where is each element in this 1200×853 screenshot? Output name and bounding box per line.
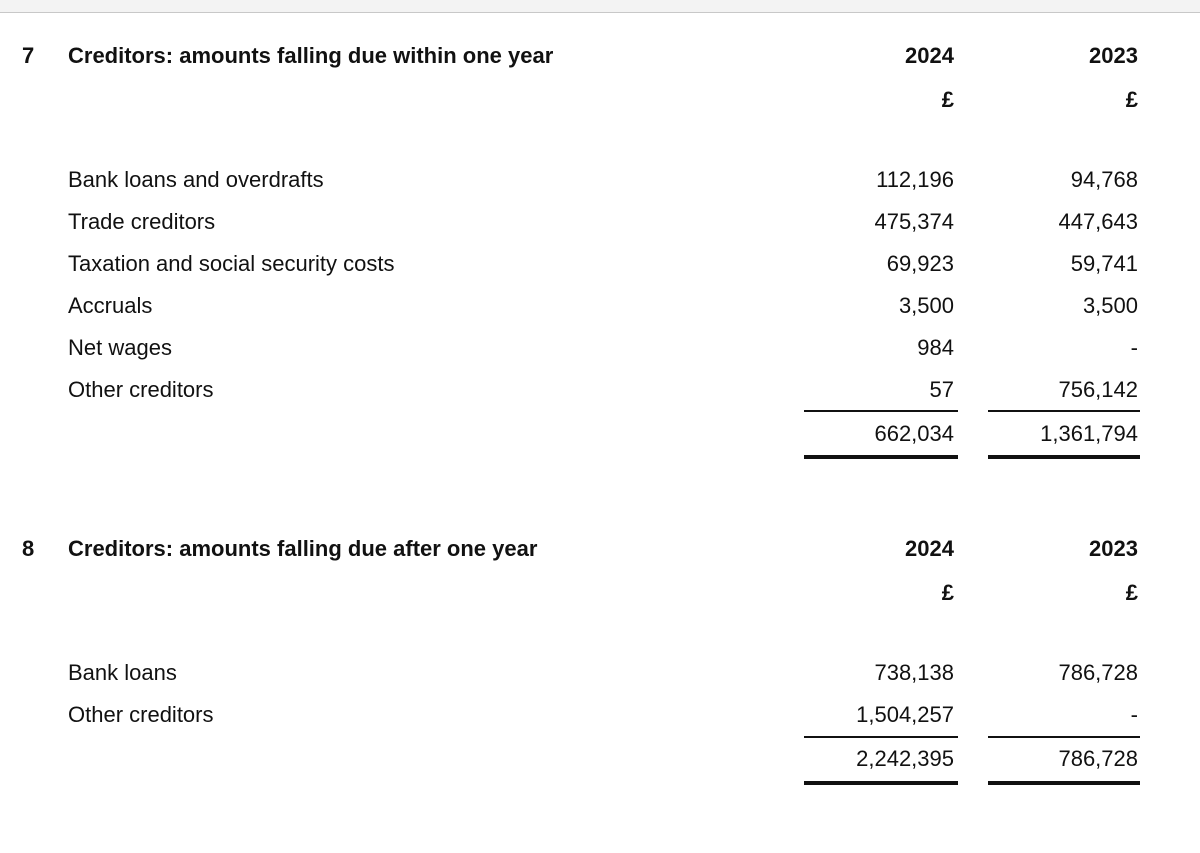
- total-double-rule: [804, 781, 958, 785]
- value-2023: 3,500: [1082, 293, 1138, 318]
- currency-symbol: £: [1125, 580, 1138, 605]
- note-title: Creditors: amounts falling due within one year: [68, 43, 554, 68]
- value-2024: 1,504,257: [856, 702, 954, 727]
- row-label: Other creditors: [68, 702, 214, 727]
- total-double-rule: [988, 455, 1140, 459]
- value-2023: 59,741: [1070, 251, 1138, 276]
- value-2023: -: [1130, 702, 1138, 727]
- value-2024: 984: [917, 335, 954, 360]
- column-year-2023: 2023: [1089, 536, 1138, 561]
- total-2024: 662,034: [874, 421, 954, 446]
- row-label: Bank loans and overdrafts: [68, 167, 324, 192]
- row-label: Taxation and social security costs: [68, 251, 395, 276]
- value-2024: 3,500: [898, 293, 954, 318]
- row-label: Other creditors: [68, 377, 214, 402]
- row-label: Bank loans: [68, 660, 177, 685]
- currency-symbol: £: [941, 87, 954, 112]
- total-double-rule: [988, 781, 1140, 785]
- note-number: 7: [22, 43, 35, 68]
- subtotal-rule: [804, 410, 958, 412]
- row-label: Trade creditors: [68, 209, 216, 234]
- value-2024: 475,374: [874, 209, 954, 234]
- value-2023: 756,142: [1058, 377, 1138, 402]
- total-double-rule: [804, 455, 958, 459]
- row-label: Accruals: [68, 293, 153, 318]
- total-2023: 1,361,794: [1040, 421, 1138, 446]
- row-label: Net wages: [68, 335, 172, 360]
- value-2024: 738,138: [874, 660, 954, 685]
- total-2023: 786,728: [1058, 746, 1138, 771]
- currency-symbol: £: [941, 580, 954, 605]
- value-2023: 447,643: [1058, 209, 1138, 234]
- column-year-2023: 2023: [1089, 43, 1138, 68]
- value-2023: 94,768: [1070, 167, 1138, 192]
- value-2024: 57: [929, 377, 954, 402]
- value-2024: 69,923: [886, 251, 954, 276]
- total-2024: 2,242,395: [856, 746, 954, 771]
- column-year-2024: 2024: [905, 536, 954, 561]
- viewer-top-edge: [0, 0, 1200, 13]
- note-title: Creditors: amounts falling due after one year: [68, 536, 538, 561]
- value-2023: -: [1130, 335, 1138, 360]
- note-number: 8: [22, 536, 35, 561]
- column-year-2024: 2024: [905, 43, 954, 68]
- subtotal-rule: [804, 736, 958, 738]
- subtotal-rule: [988, 736, 1140, 738]
- value-2023: 786,728: [1058, 660, 1138, 685]
- value-2024: 112,196: [876, 167, 954, 192]
- currency-symbol: £: [1125, 87, 1138, 112]
- subtotal-rule: [988, 410, 1140, 412]
